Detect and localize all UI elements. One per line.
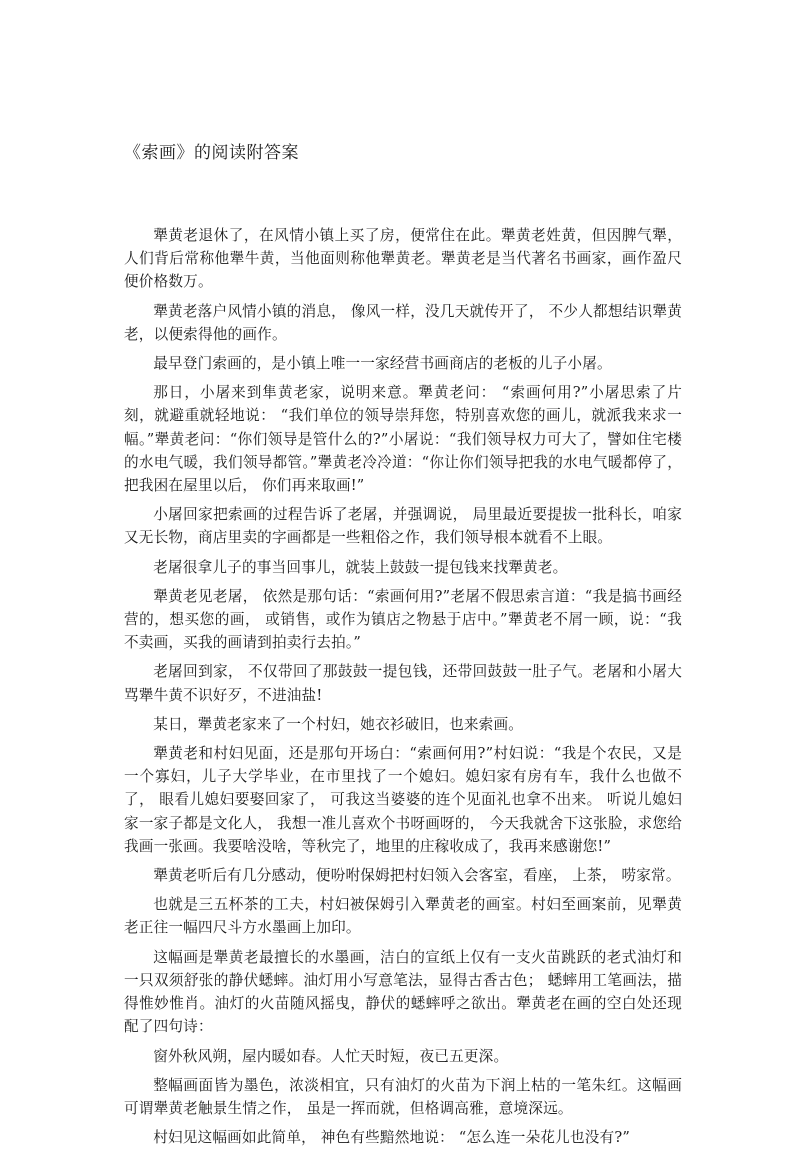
paragraph-10: 犟黄老和村妇见面，还是那句开场白：“索画何用?”村妇说：“我是个农民，又是一个寡妇，儿子大学毕业，在市里找了一个媳妇。媳妇家有房有车，我什么也做不了， 眼看儿媳妇要娶回家了， 可我这当婆婆的连个见面礼也拿不出来。 听说儿媳妇家一家子都是文化人， 我想一准儿喜欢个书呀画呀的， 今天我就舍下这张脸，求您给我画一张画。我要啥没啥，等秋完了，地里的庄稼收成了，我再来感谢您!” — [124, 745, 682, 855]
paragraph-11: 犟黄老听后有几分感动，便吩咐保姆把村妇领入会客室，看座， 上茶， 唠家常。 — [153, 867, 681, 885]
paragraph-14: 窗外秋风朔，屋内暖如春。人忙天时短，夜已五更深。 — [153, 1047, 509, 1065]
paragraph-8: 老屠回到家， 不仅带回了那鼓鼓一提包钱，还带回鼓鼓一肚子气。老屠和小屠大骂犟牛黄不识好歹，不进油盐! — [124, 663, 682, 704]
paragraph-13: 这幅画是犟黄老最擅长的水墨画，洁白的宣纸上仅有一支火苗跳跃的老式油灯和一只双须舒张的静伏蟋蟀。油灯用小写意笔法，显得古香古色； 蟋蟀用工笔画法，描得惟妙惟肖。油灯的火苗随风摇曳，静伏的蟋蟀呼之欲出。犟黄老在画的空白处还现配了四句诗： — [124, 948, 682, 1036]
paragraph-16: 村妇见这幅画如此简单， 神色有些黯然地说： “怎么连一朵花儿也没有?” — [153, 1129, 631, 1147]
paragraph-3: 最早登门索画的，是小镇上唯一一家经营书画商店的老板的儿子小屠。 — [153, 355, 612, 373]
paragraph-9: 某日，犟黄老家来了一个村妇，她衣衫破旧，也来索画。 — [153, 715, 524, 733]
paragraph-7: 犟黄老见老屠， 依然是那句话：“索画何用?”老屠不假思索言道：“我是搞书画经营的，想买您的画， 或销售，或作为镇店之物悬于店中。”犟黄老不屑一顾，说：“我不卖画，买我的画请到拍卖行去拍。” — [124, 587, 682, 652]
paragraph-6: 老屠很拿儿子的事当回事儿，就装上鼓鼓一提包钱来找犟黄老。 — [153, 558, 568, 576]
document-title: 《索画》的阅读附答案 — [124, 143, 299, 163]
paragraph-1: 犟黄老退休了，在风情小镇上买了房，便常住在此。犟黄老姓黄，但因脾气犟，人们背后常称他犟牛黄，当他面则称他犟黄老。犟黄老是当代著名书画家，画作盈尺便价格数万。 — [124, 227, 682, 291]
paragraph-12: 也就是三五杯茶的工夫，村妇被保姆引入犟黄老的画室。村妇至画案前，见犟黄老正往一幅四尺斗方水墨画上加印。 — [124, 896, 682, 937]
paragraph-15: 整幅画面皆为墨色，浓淡相宜，只有油灯的火苗为下润上枯的一笔朱红。这幅画可谓犟黄老触景生情之作， 虽是一挥而就，但格调高雅，意境深远。 — [124, 1076, 682, 1117]
paragraph-4: 那日，小屠来到隼黄老家，说明来意。犟黄老问： “索画何用?”小屠思索了片刻，就避重就轻地说： “我们单位的领导崇拜您，特别喜欢您的画儿，就派我来求一幅。”犟黄老问：“你们领导是管什么的?”小屠说：“我们领导权力可大了，譬如住宅楼的水电气暖，我们领导都管。”犟黄老冷冷道：“你让你们领导把我的水电气暖都停了， 把我困在屋里以后， 你们再来取画!” — [124, 384, 682, 495]
paragraph-2: 犟黄老落户风情小镇的消息， 像风一样，没几天就传开了， 不少人都想结识犟黄老，以便索得他的画作。 — [124, 302, 682, 343]
document-body — [124, 224, 682, 1155]
paragraph-5: 小屠回家把索画的过程告诉了老屠，并强调说， 局里最近要提拔一批科长，咱家又无长物，商店里卖的字画都是一些粗俗之作，我们领导根本就看不上眼。 — [124, 506, 682, 547]
